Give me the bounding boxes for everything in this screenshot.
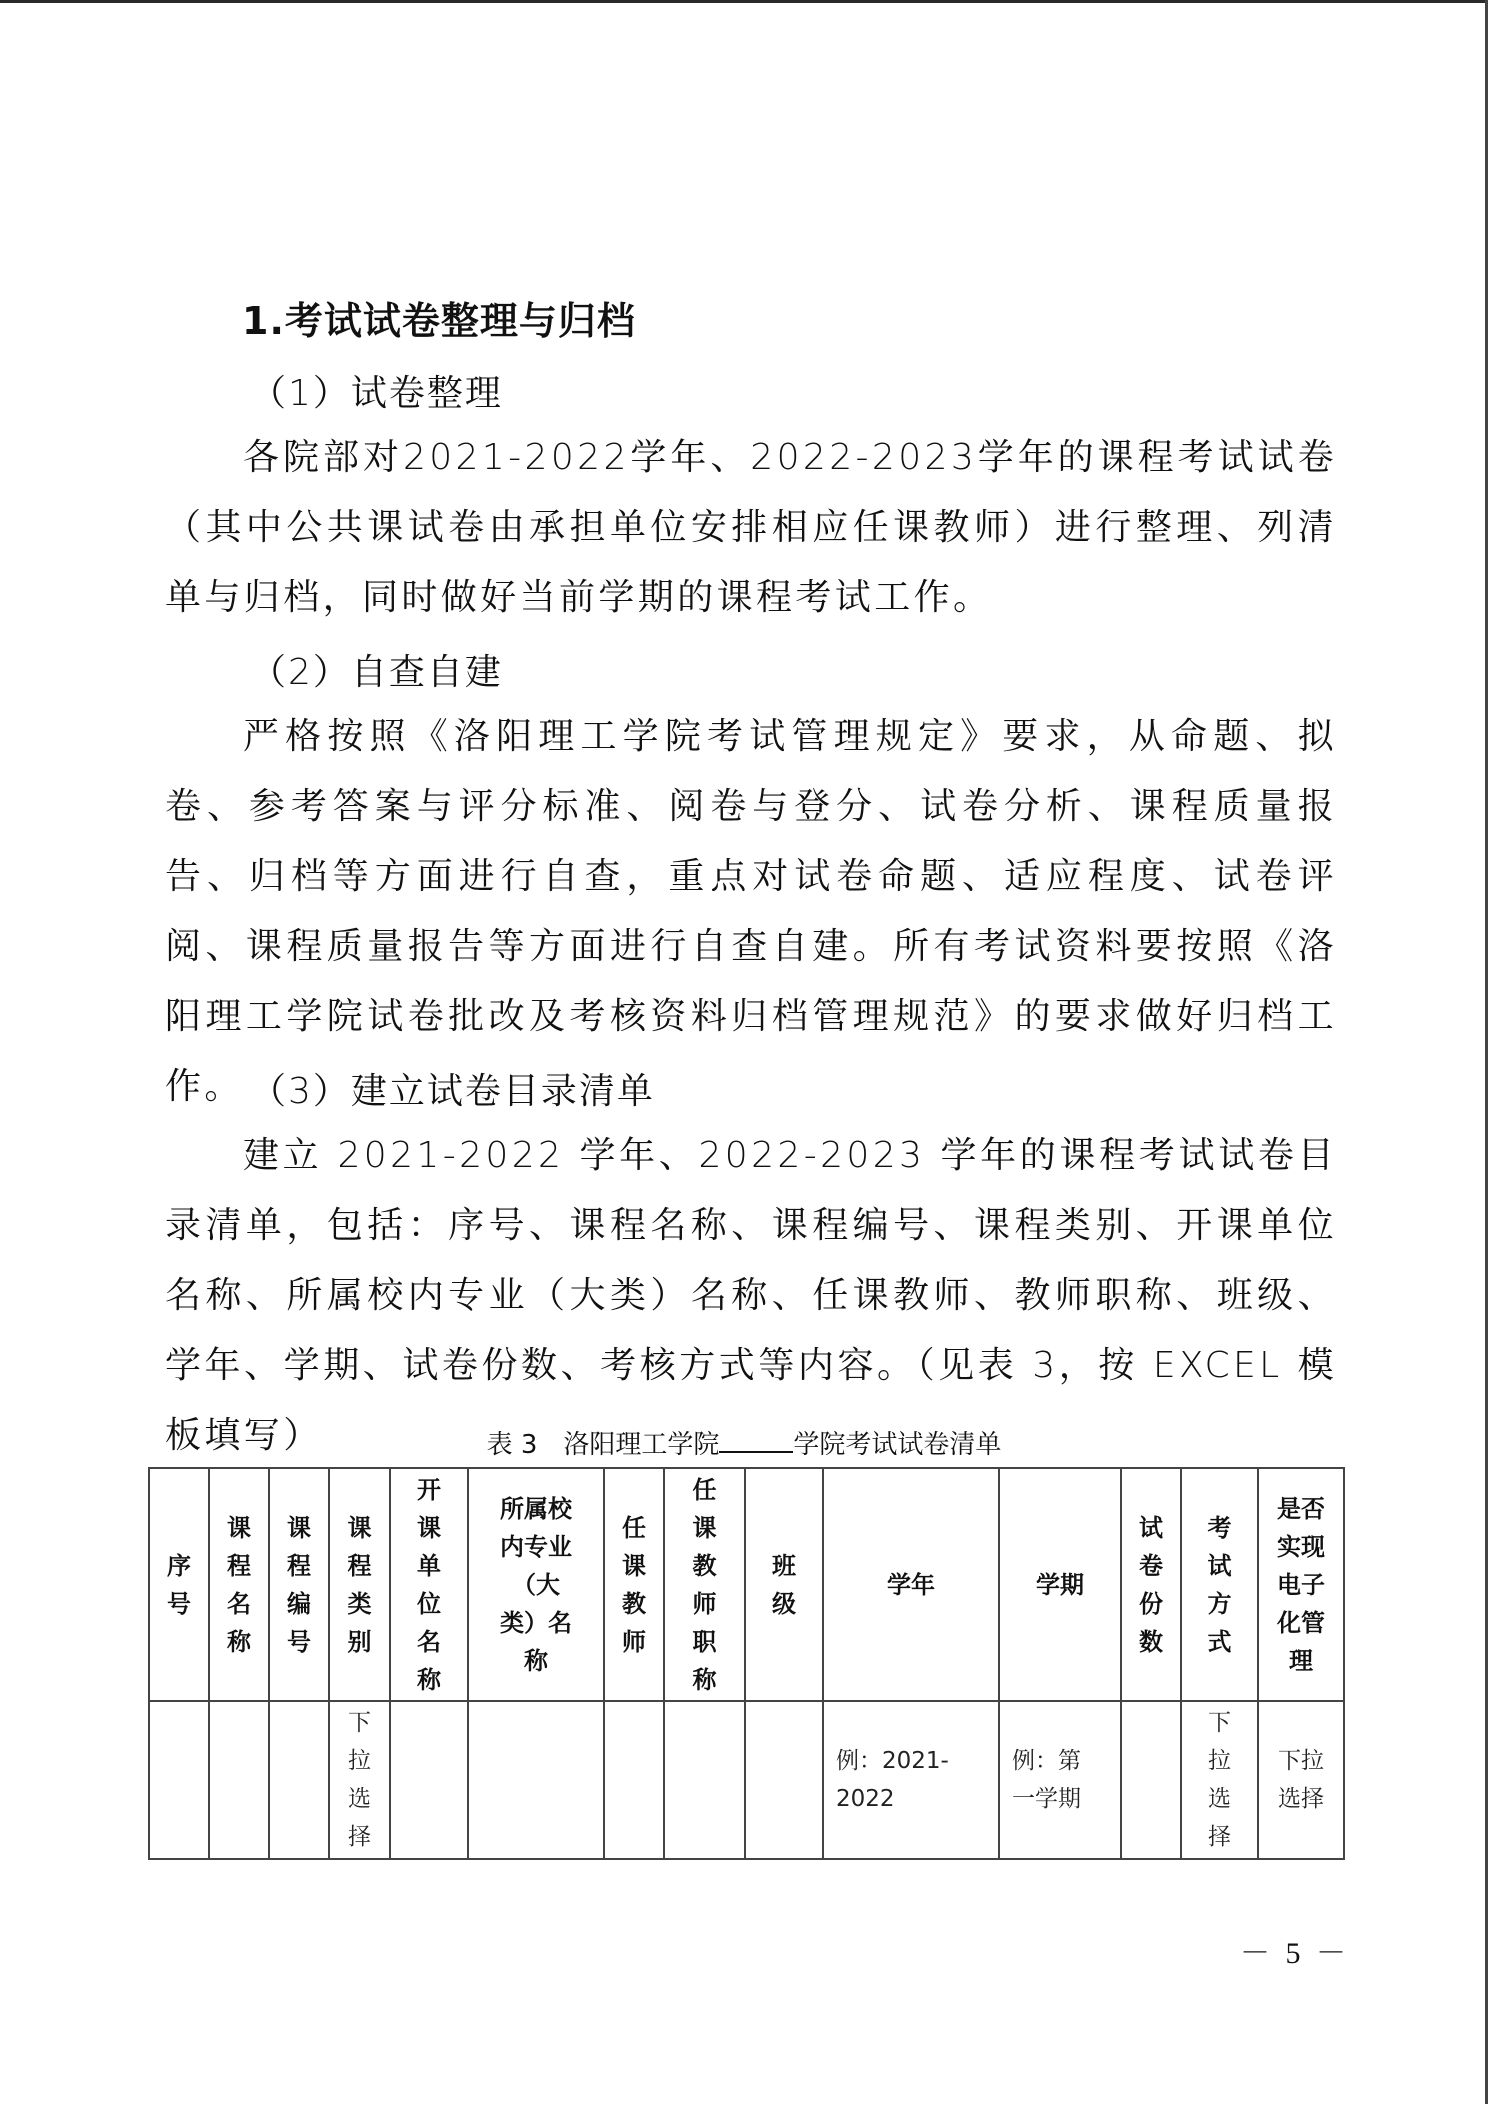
header-cell: 试卷份数 xyxy=(1121,1468,1181,1701)
header-cell: 课程编号 xyxy=(269,1468,329,1701)
course-category-dropdown-cell[interactable]: 下拉选择 xyxy=(329,1701,390,1859)
section-heading: 1.考试试卷整理与归档 xyxy=(242,299,636,343)
table-cell[interactable] xyxy=(664,1701,745,1859)
header-cell: 班级 xyxy=(745,1468,823,1701)
exam-method-dropdown-cell[interactable]: 下拉选择 xyxy=(1181,1701,1258,1859)
header-cell: 所属校内专业（大类）名称 xyxy=(468,1468,604,1701)
table-row xyxy=(149,1701,1344,1859)
caption-prefix: 表 3 洛阳理工学院 xyxy=(486,1430,720,1460)
academic-year-cell[interactable]: 例：2021-2022 xyxy=(823,1701,999,1859)
caption-blank-field[interactable] xyxy=(719,1429,793,1453)
header-cell: 学年 xyxy=(823,1468,999,1701)
caption-suffix: 学院考试试卷清单 xyxy=(793,1430,1002,1460)
header-cell: 是否实现电子化管理 xyxy=(1258,1468,1344,1701)
semester-cell[interactable]: 例：第一学期 xyxy=(999,1701,1121,1859)
header-cell: 课程名称 xyxy=(209,1468,269,1701)
header-cell: 任课教师 xyxy=(604,1468,664,1701)
table-cell[interactable] xyxy=(1121,1701,1181,1859)
table-cell[interactable] xyxy=(269,1701,329,1859)
exam-paper-list-table xyxy=(148,1467,1345,1860)
page-number: － 5 － xyxy=(1240,1937,1350,1970)
page-frame-top xyxy=(0,0,1488,3)
table-cell[interactable] xyxy=(390,1701,468,1859)
table-header-row xyxy=(149,1468,1344,1701)
table-cell[interactable] xyxy=(149,1701,209,1859)
header-cell: 序号 xyxy=(149,1468,209,1701)
subsection-title-3: （3）建立试卷目录清单 xyxy=(250,1071,655,1112)
header-cell: 学期 xyxy=(999,1468,1121,1701)
table-cell[interactable] xyxy=(745,1701,823,1859)
table-cell[interactable] xyxy=(604,1701,664,1859)
header-cell: 课程类别 xyxy=(329,1468,390,1701)
header-cell: 任课教师职称 xyxy=(664,1468,745,1701)
paragraph-1: 各院部对2021-2022学年、2022-2023学年的课程考试试卷（其中公共课试卷由承担单位安排相应任课教师）进行整理、列清单与归档，同时做好当前学期的课程考试工作。 xyxy=(165,437,1337,618)
electronic-management-dropdown-cell[interactable]: 下拉选择 xyxy=(1258,1701,1344,1859)
table-caption xyxy=(0,1424,1488,1461)
paragraph-2: 严格按照《洛阳理工学院考试管理规定》要求，从命题、拟卷、参考答案与评分标准、阅卷与登分、试卷分析、课程质量报告、归档等方面进行自查，重点对试卷命题、适应程度、试卷评阅、课程质量报告等方面进行自查自建。所有考试资料要按照《洛阳理工学院试卷批改及考核资料归档管理规范》的要求做好归档工作。 xyxy=(165,716,1337,1107)
header-cell: 考试方式 xyxy=(1181,1468,1258,1701)
paragraph-3: 建立 2021-2022 学年、2022-2023 学年的课程考试试卷目录清单，包括：序号、课程名称、课程编号、课程类别、开课单位名称、所属校内专业（大类）名称、任课教师、教师职称、班级、学年、学期、试卷份数、考核方式等内容。（见表 3，按 EXCEL 模板填写） xyxy=(165,1135,1337,1456)
subsection-title-1: （1）试卷整理 xyxy=(250,373,503,414)
table-cell[interactable] xyxy=(209,1701,269,1859)
subsection-title-2: （2）自查自建 xyxy=(250,652,503,693)
table-cell[interactable] xyxy=(468,1701,604,1859)
header-cell: 开课单位名称 xyxy=(390,1468,468,1701)
